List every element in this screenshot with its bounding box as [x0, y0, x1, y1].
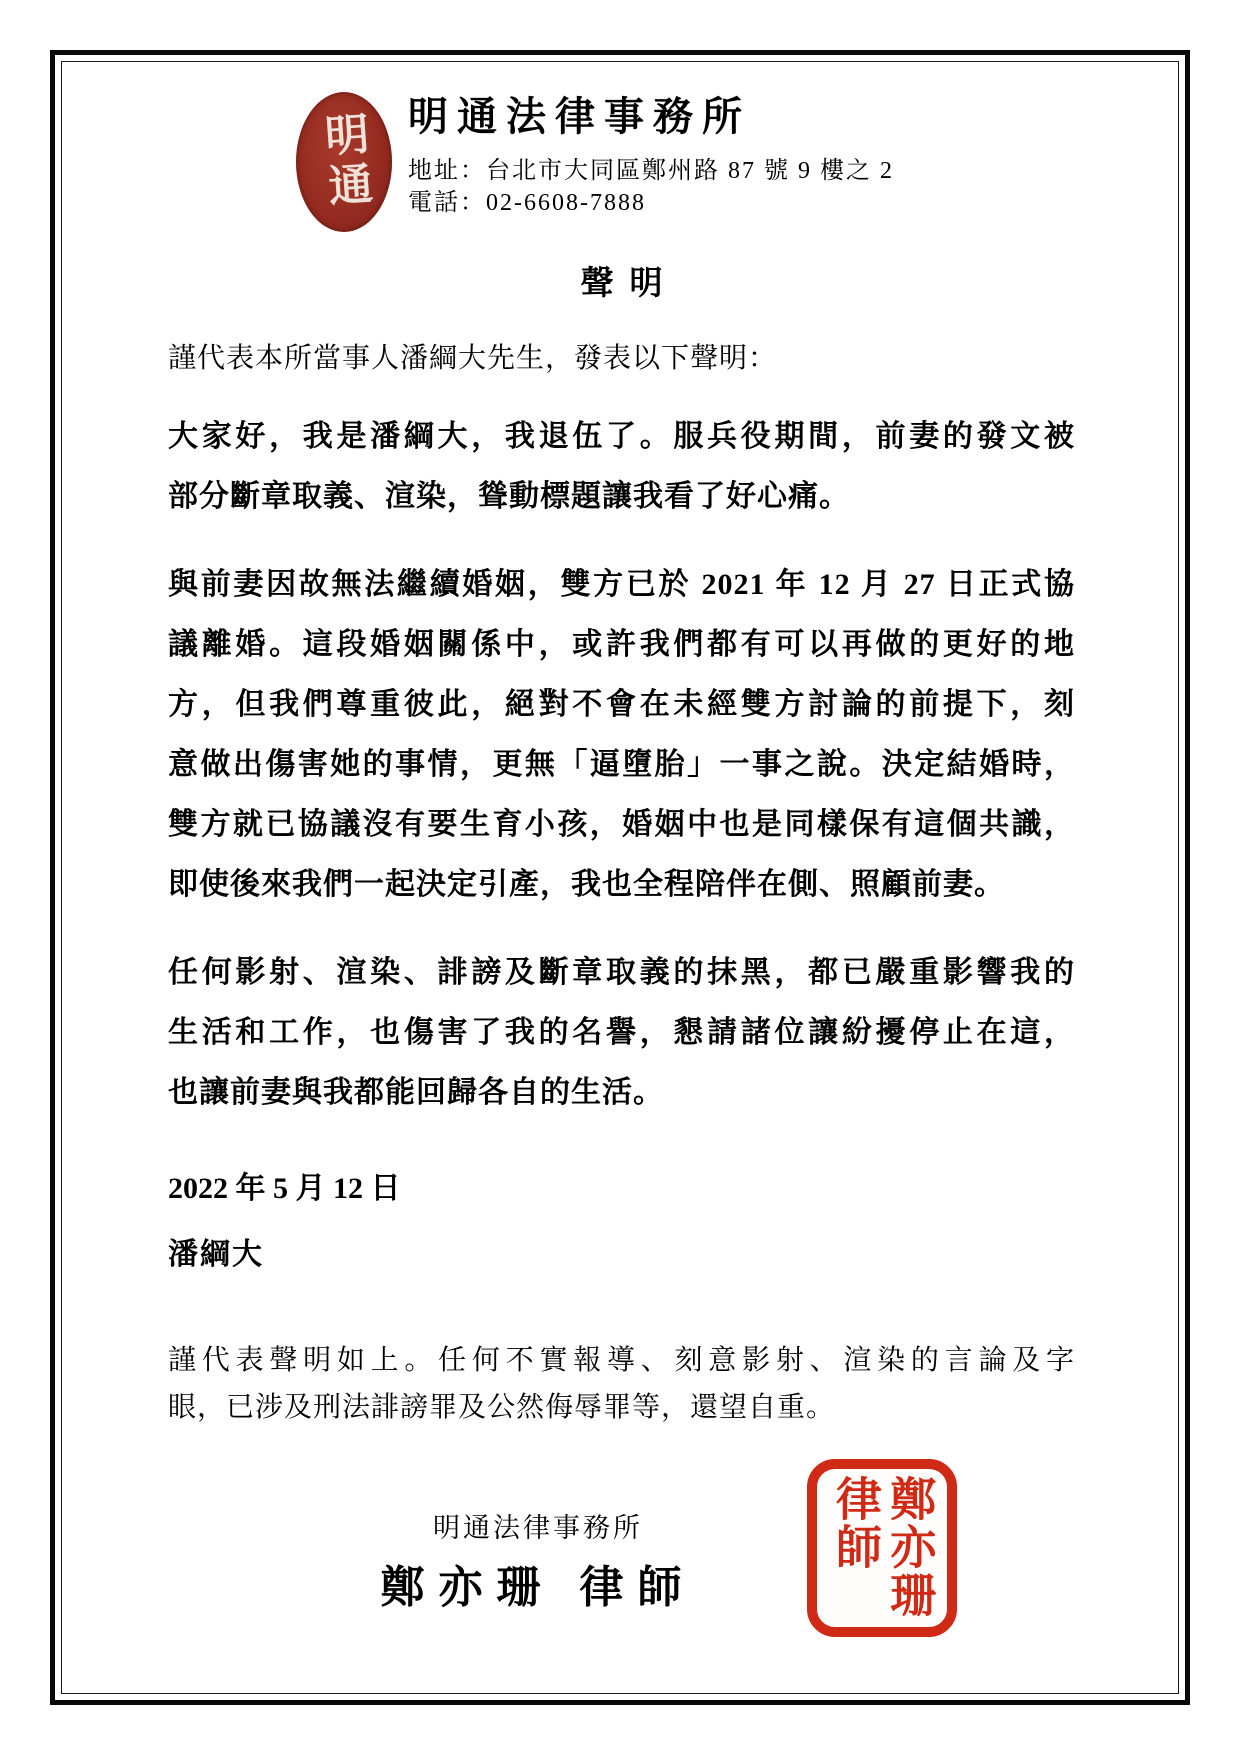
statement-line: 與前妻因故無法繼續婚姻，雙方已於 2021 年 12 月 27 日正式協	[168, 568, 1075, 602]
statement-line: 方，但我們尊重彼此，絕對不會在未經雙方討論的前提下，刻	[168, 688, 1075, 722]
letterhead	[296, 92, 1075, 240]
statement-date: 2022 年 5 月 12 日	[168, 1172, 401, 1206]
statement-line: 即使後來我們一起決定引產，我也全程陪伴在側、照顧前妻。	[168, 868, 1005, 902]
lawyer-seal-stamp	[807, 1459, 957, 1637]
statement-line: 生活和工作，也傷害了我的名譽，懇請諸位讓紛擾停止在這，	[168, 1016, 1075, 1050]
client-name: 潘綱大	[168, 1238, 264, 1272]
closing-line: 謹代表聲明如上。任何不實報導、刻意影射、渲染的言論及字	[168, 1345, 1075, 1377]
lawyer-name: 鄭亦珊 律師	[380, 1563, 696, 1613]
statement-title: 聲明	[580, 266, 679, 302]
signature-text	[288, 1459, 788, 1615]
firm-name: 明通法律事務所	[408, 94, 751, 139]
closing-paragraph	[168, 1337, 1075, 1431]
statement-line: 意做出傷害她的事情，更無「逼墮胎」一事之說。決定結婚時，	[168, 748, 1075, 782]
statement-paragraph-3	[168, 943, 1075, 1123]
lawyer-seal-stamp-text: 鄭亦珊律師	[830, 1475, 936, 1620]
intro-line: 謹代表本所當事人潘綱大先生，發表以下聲明：	[168, 342, 778, 374]
statement-line: 議離婚。這段婚姻關係中，或許我們都有可以再做的更好的地	[168, 628, 1075, 662]
statement-paragraph-2	[168, 555, 1075, 915]
firm-phone: 電話：02-6608-7888	[408, 189, 646, 216]
statement-line: 也讓前妻與我都能回歸各自的生活。	[168, 1076, 664, 1110]
statement-line: 任何影射、渲染、誹謗及斷章取義的抹黑，都已嚴重影響我的	[168, 956, 1075, 990]
statement-paragraph-1	[168, 407, 1075, 527]
signature-block	[168, 1459, 1075, 1669]
footer-firm-name: 明通法律事務所	[433, 1513, 643, 1544]
document-content	[168, 92, 1075, 1669]
firm-seal-logo	[296, 92, 392, 232]
letterhead-text	[408, 92, 894, 219]
firm-seal-logo-text: 明通	[316, 110, 373, 214]
statement-line: 大家好，我是潘綱大，我退伍了。服兵役期間，前妻的發文被	[168, 420, 1075, 454]
firm-address: 地址：台北市大同區鄭州路 87 號 9 樓之 2	[408, 158, 894, 184]
statement-line: 雙方就已協議沒有要生育小孩，婚姻中也是同樣保有這個共識，	[168, 808, 1075, 842]
closing-line: 眼，已涉及刑法誹謗罪及公然侮辱罪等，還望自重。	[168, 1392, 836, 1424]
statement-line: 部分斷章取義、渲染，聳動標題讓我看了好心痛。	[168, 480, 850, 514]
